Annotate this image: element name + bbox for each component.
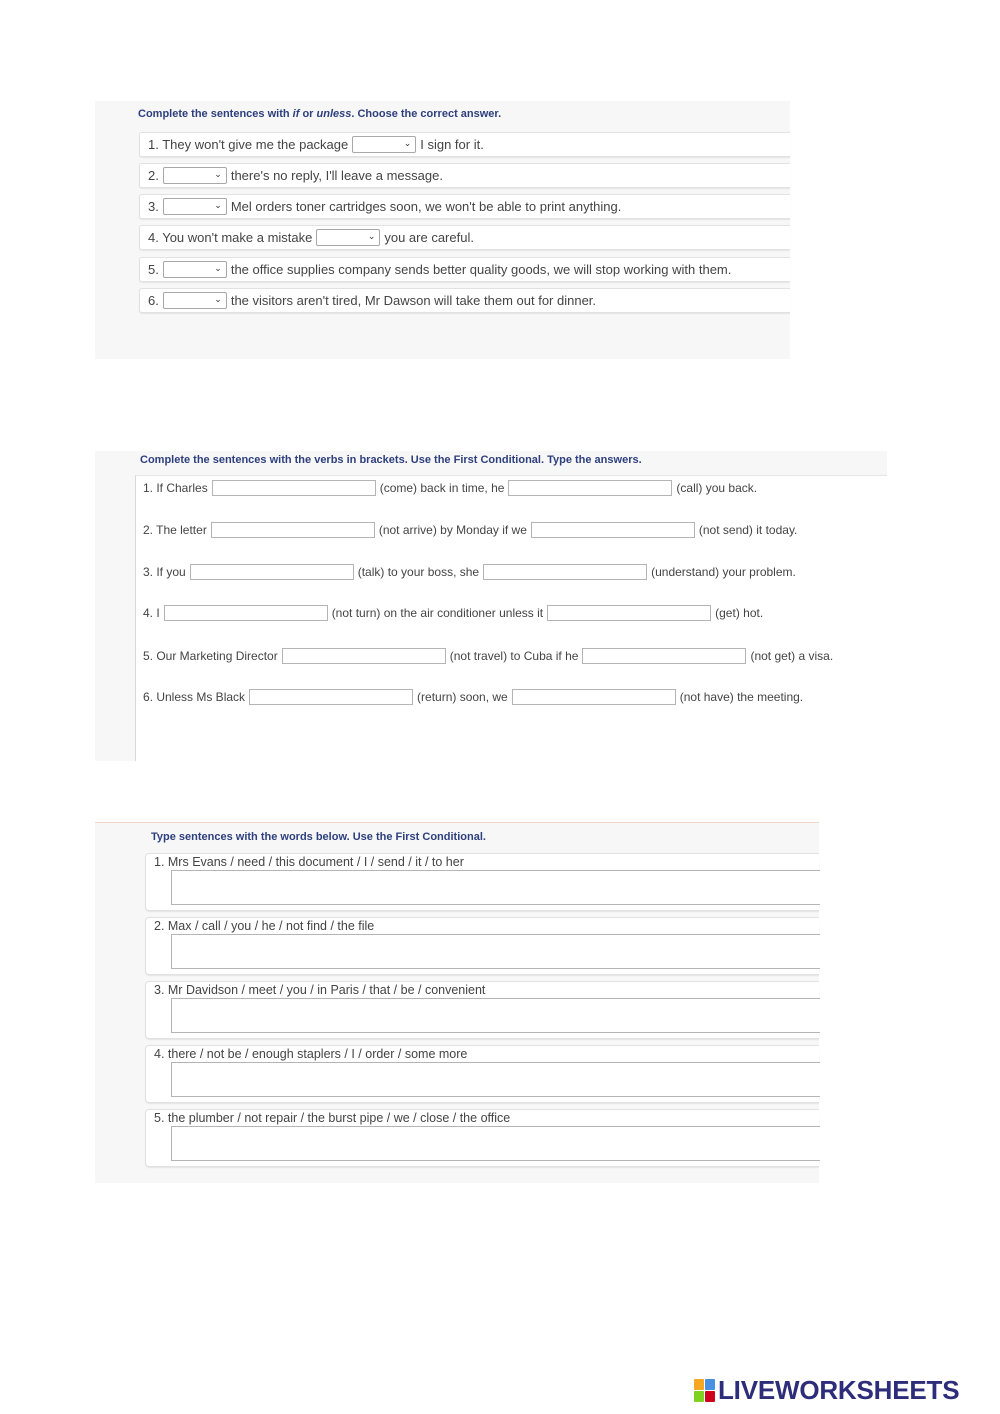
- prompt-words: 4. there / not be / enough staplers / I / order / some more: [154, 1047, 468, 1061]
- answer-dropdown[interactable]: [163, 292, 227, 309]
- liveworksheets-logo: [694, 1375, 959, 1405]
- prompt-words: 1. Mrs Evans / need / this document / I / send / it / to her: [154, 855, 464, 869]
- exercise-3-item: [145, 917, 819, 975]
- exercise-2-panel: [95, 451, 887, 761]
- exercise-3-item: [145, 1045, 819, 1103]
- answer-dropdown[interactable]: [316, 229, 380, 246]
- exercise-3-instruction: Type sentences with the words below. Use the First Conditional.: [151, 831, 486, 843]
- exercise-1-item: 2. ⌄ there's no reply, I'll leave a message.: [139, 163, 790, 188]
- prompt-words: 5. the plumber / not repair / the burst pipe / we / close / the office: [154, 1111, 511, 1125]
- exercise-2-body: [135, 475, 887, 761]
- logo-square: [694, 1379, 704, 1390]
- answer-input[interactable]: [164, 605, 328, 621]
- answer-textarea[interactable]: [171, 934, 820, 969]
- chevron-down-icon: ⌄: [214, 263, 222, 273]
- logo-square: [705, 1391, 715, 1402]
- answer-input[interactable]: [282, 648, 446, 664]
- exercise-1-item: 3. ⌄ Mel orders toner cartridges soon, we won't be able to print anything.: [139, 194, 790, 219]
- answer-input[interactable]: [547, 605, 711, 621]
- exercise-1-item: 6. ⌄ the visitors aren't tired, Mr Dawson will take them out for dinner.: [139, 288, 790, 313]
- chevron-down-icon: ⌄: [214, 200, 222, 210]
- answer-input[interactable]: [212, 480, 376, 496]
- answer-textarea[interactable]: [171, 1062, 820, 1097]
- exercise-2-instruction: Complete the sentences with the verbs in brackets. Use the First Conditional. Type the answers.: [140, 454, 642, 466]
- answer-input[interactable]: [211, 522, 375, 538]
- answer-input[interactable]: [190, 564, 354, 580]
- answer-input[interactable]: [508, 480, 672, 496]
- exercise-2-item: 1. If Charles (come) back in time, he (call) you back.: [143, 481, 758, 495]
- answer-textarea[interactable]: [171, 998, 820, 1033]
- exercise-3-item: [145, 1109, 819, 1167]
- answer-dropdown[interactable]: [163, 167, 227, 184]
- exercise-1-panel: [95, 101, 790, 359]
- chevron-down-icon: ⌄: [403, 138, 412, 148]
- logo-mark-icon: [694, 1379, 715, 1402]
- answer-input[interactable]: [582, 648, 746, 664]
- exercise-2-item: 2. The letter (not arrive) by Monday if we (not send) it today.: [143, 523, 798, 537]
- answer-input[interactable]: [249, 689, 413, 705]
- answer-textarea[interactable]: [171, 870, 820, 905]
- answer-dropdown[interactable]: [163, 198, 227, 215]
- exercise-1-instruction: Complete the sentences with if or unless. Choose the correct answer.: [138, 108, 502, 120]
- answer-dropdown[interactable]: [163, 261, 227, 278]
- exercise-3-item: [145, 981, 819, 1039]
- exercise-3-panel: [95, 822, 819, 1183]
- chevron-down-icon: ⌄: [214, 294, 222, 304]
- exercise-1-item: 1. They won't give me the package ⌄ I sign for it.: [139, 132, 790, 157]
- answer-input[interactable]: [512, 689, 676, 705]
- exercise-3-item: [145, 853, 819, 911]
- exercise-1-item: 4. You won't make a mistake ⌄ you are careful.: [139, 225, 790, 250]
- logo-square: [694, 1391, 704, 1402]
- chevron-down-icon: ⌄: [214, 169, 222, 179]
- prompt-words: 2. Max / call / you / he / not find / the file: [154, 919, 375, 933]
- answer-textarea[interactable]: [171, 1126, 820, 1161]
- logo-square: [705, 1379, 715, 1390]
- exercise-1-item: 5. ⌄ the office supplies company sends better quality goods, we will stop working with them.: [139, 257, 790, 282]
- answer-input[interactable]: [483, 564, 647, 580]
- answer-input[interactable]: [531, 522, 695, 538]
- exercise-2-item: 6. Unless Ms Black (return) soon, we (not have) the meeting.: [143, 690, 804, 704]
- exercise-2-item: 5. Our Marketing Director (not travel) to Cuba if he (not get) a visa.: [143, 649, 834, 663]
- prompt-words: 3. Mr Davidson / meet / you / in Paris / that / be / convenient: [154, 983, 486, 997]
- answer-dropdown[interactable]: [352, 136, 416, 153]
- exercise-2-item: 3. If you (talk) to your boss, she (understand) your problem.: [143, 565, 796, 579]
- logo-text: LIVEWORKSHEETS: [718, 1374, 960, 1405]
- chevron-down-icon: ⌄: [367, 231, 376, 241]
- exercise-2-item: 4. I (not turn) on the air conditioner unless it (get) hot.: [143, 606, 764, 620]
